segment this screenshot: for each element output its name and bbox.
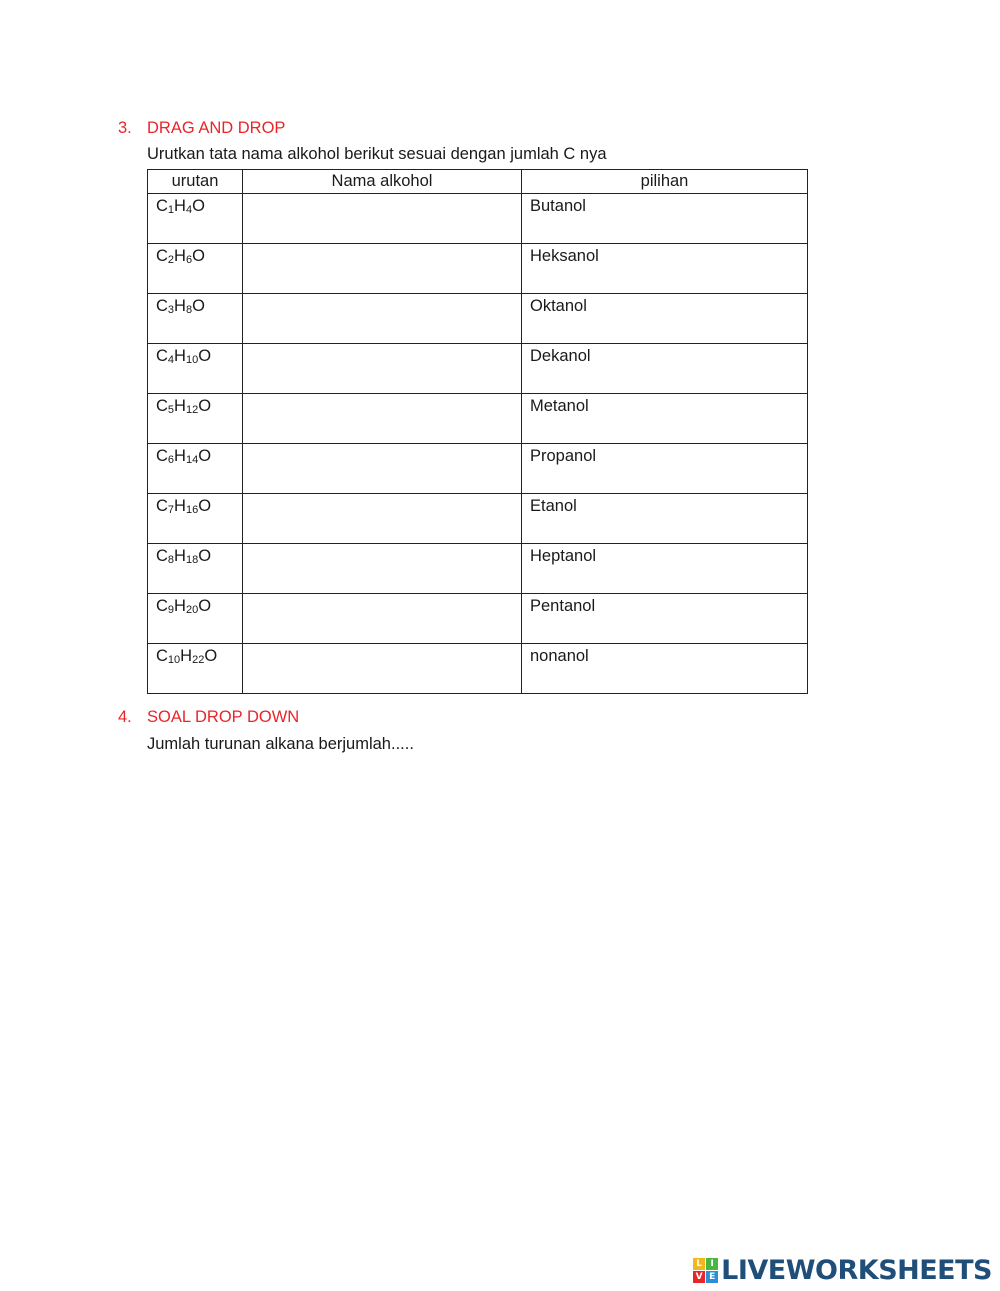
formula-cell: [148, 544, 243, 594]
formula-cell: [148, 594, 243, 644]
formula-symbol: C: [156, 397, 168, 415]
table-row: [148, 394, 808, 444]
column-header-pilihan: pilihan: [522, 170, 808, 194]
formula-symbol: H: [174, 547, 186, 565]
formula-symbol: O: [204, 647, 218, 665]
formula-subscript: 14: [185, 454, 199, 466]
formula-symbol: C: [156, 247, 168, 265]
table-row: [148, 244, 808, 294]
choice-option[interactable]: Etanol: [522, 494, 808, 544]
table-row: [148, 644, 808, 694]
question-number: 3.: [118, 119, 132, 137]
drop-target-cell[interactable]: [243, 594, 522, 644]
formula-symbol: H: [174, 597, 186, 615]
formula-subscript: 3: [167, 304, 175, 316]
logo-letter-l: L: [693, 1258, 705, 1270]
logo-icon: [693, 1258, 718, 1283]
formula-subscript: 18: [185, 554, 199, 566]
drop-target-cell[interactable]: [243, 394, 522, 444]
formula-symbol: H: [174, 347, 186, 365]
formula-symbol: H: [174, 297, 186, 315]
logo-text: LIVEWORKSHEETS: [721, 1255, 992, 1286]
question-4-instruction: Jumlah turunan alkana berjumlah.....: [147, 735, 414, 753]
formula-symbol: O: [192, 247, 205, 265]
formula-subscript: 6: [167, 454, 175, 466]
formula-symbol: O: [198, 397, 212, 415]
logo-letter-i: I: [706, 1258, 718, 1270]
table-row: [148, 494, 808, 544]
logo-letter-e: E: [706, 1271, 718, 1283]
formula-symbol: O: [198, 497, 212, 515]
formula-subscript: 9: [167, 604, 175, 616]
drop-target-cell[interactable]: [243, 544, 522, 594]
formula-subscript: 6: [185, 254, 193, 266]
table-row: [148, 544, 808, 594]
question-title: DRAG AND DROP: [147, 119, 286, 137]
formula-symbol: O: [198, 597, 212, 615]
formula-subscript: 12: [185, 404, 199, 416]
formula-subscript: 1: [167, 204, 175, 216]
formula-symbol: H: [174, 197, 186, 215]
formula-subscript: 8: [167, 554, 175, 566]
formula-subscript: 22: [192, 654, 205, 666]
drop-target-cell[interactable]: [243, 194, 522, 244]
formula-symbol: H: [180, 647, 193, 665]
question-number: 4.: [118, 708, 132, 726]
formula-cell: [148, 394, 243, 444]
choice-option[interactable]: Propanol: [522, 444, 808, 494]
choice-option[interactable]: Oktanol: [522, 294, 808, 344]
formula-subscript: 4: [185, 204, 193, 216]
formula-cell: [148, 344, 243, 394]
logo-letter-v: V: [693, 1271, 705, 1283]
formula-cell: [148, 644, 243, 694]
formula-symbol: O: [198, 447, 212, 465]
drop-target-cell[interactable]: [243, 344, 522, 394]
formula-symbol: O: [192, 297, 205, 315]
question-3-heading: [118, 119, 285, 138]
choice-option[interactable]: Dekanol: [522, 344, 808, 394]
liveworksheets-logo: [693, 1255, 992, 1286]
formula-symbol: C: [156, 447, 168, 465]
formula-subscript: 10: [167, 654, 181, 666]
column-header-nama-alkohol: Nama alkohol: [243, 170, 522, 194]
formula-symbol: C: [156, 347, 168, 365]
table-row: [148, 594, 808, 644]
formula-symbol: O: [198, 347, 212, 365]
formula-symbol: H: [174, 397, 186, 415]
drop-target-cell[interactable]: [243, 244, 522, 294]
choice-option[interactable]: Heptanol: [522, 544, 808, 594]
alcohol-table: [147, 169, 808, 694]
formula-symbol: C: [156, 547, 168, 565]
choice-option[interactable]: Butanol: [522, 194, 808, 244]
choice-option[interactable]: Pentanol: [522, 594, 808, 644]
formula-symbol: C: [156, 497, 168, 515]
formula-subscript: 5: [167, 404, 175, 416]
formula-symbol: O: [198, 547, 212, 565]
formula-cell: [148, 444, 243, 494]
formula-subscript: 10: [185, 354, 199, 366]
formula-symbol: O: [192, 197, 205, 215]
question-3-instruction: Urutkan tata nama alkohol berikut sesuai dengan jumlah C nya: [147, 145, 607, 163]
table-row: [148, 194, 808, 244]
table-row: [148, 294, 808, 344]
column-header-urutan: urutan: [148, 170, 243, 194]
formula-symbol: C: [156, 297, 168, 315]
formula-cell: [148, 294, 243, 344]
formula-subscript: 2: [167, 254, 175, 266]
table-row: [148, 444, 808, 494]
choice-option[interactable]: nonanol: [522, 644, 808, 694]
table-row: [148, 344, 808, 394]
choice-option[interactable]: Metanol: [522, 394, 808, 444]
formula-cell: [148, 244, 243, 294]
question-title: SOAL DROP DOWN: [147, 708, 300, 726]
formula-symbol: C: [156, 197, 168, 215]
formula-subscript: 16: [185, 504, 199, 516]
question-4-heading: [118, 708, 299, 727]
formula-symbol: C: [156, 597, 168, 615]
formula-cell: [148, 194, 243, 244]
formula-symbol: H: [174, 497, 186, 515]
formula-symbol: H: [174, 447, 186, 465]
table-header-row: [148, 170, 808, 194]
formula-symbol: C: [156, 647, 168, 665]
formula-cell: [148, 494, 243, 544]
formula-subscript: 20: [185, 604, 199, 616]
choice-option[interactable]: Heksanol: [522, 244, 808, 294]
formula-subscript: 8: [185, 304, 193, 316]
formula-subscript: 7: [167, 504, 175, 516]
drop-target-cell[interactable]: [243, 444, 522, 494]
drop-target-cell[interactable]: [243, 494, 522, 544]
formula-subscript: 4: [167, 354, 175, 366]
drop-target-cell[interactable]: [243, 294, 522, 344]
formula-symbol: H: [174, 247, 186, 265]
drop-target-cell[interactable]: [243, 644, 522, 694]
